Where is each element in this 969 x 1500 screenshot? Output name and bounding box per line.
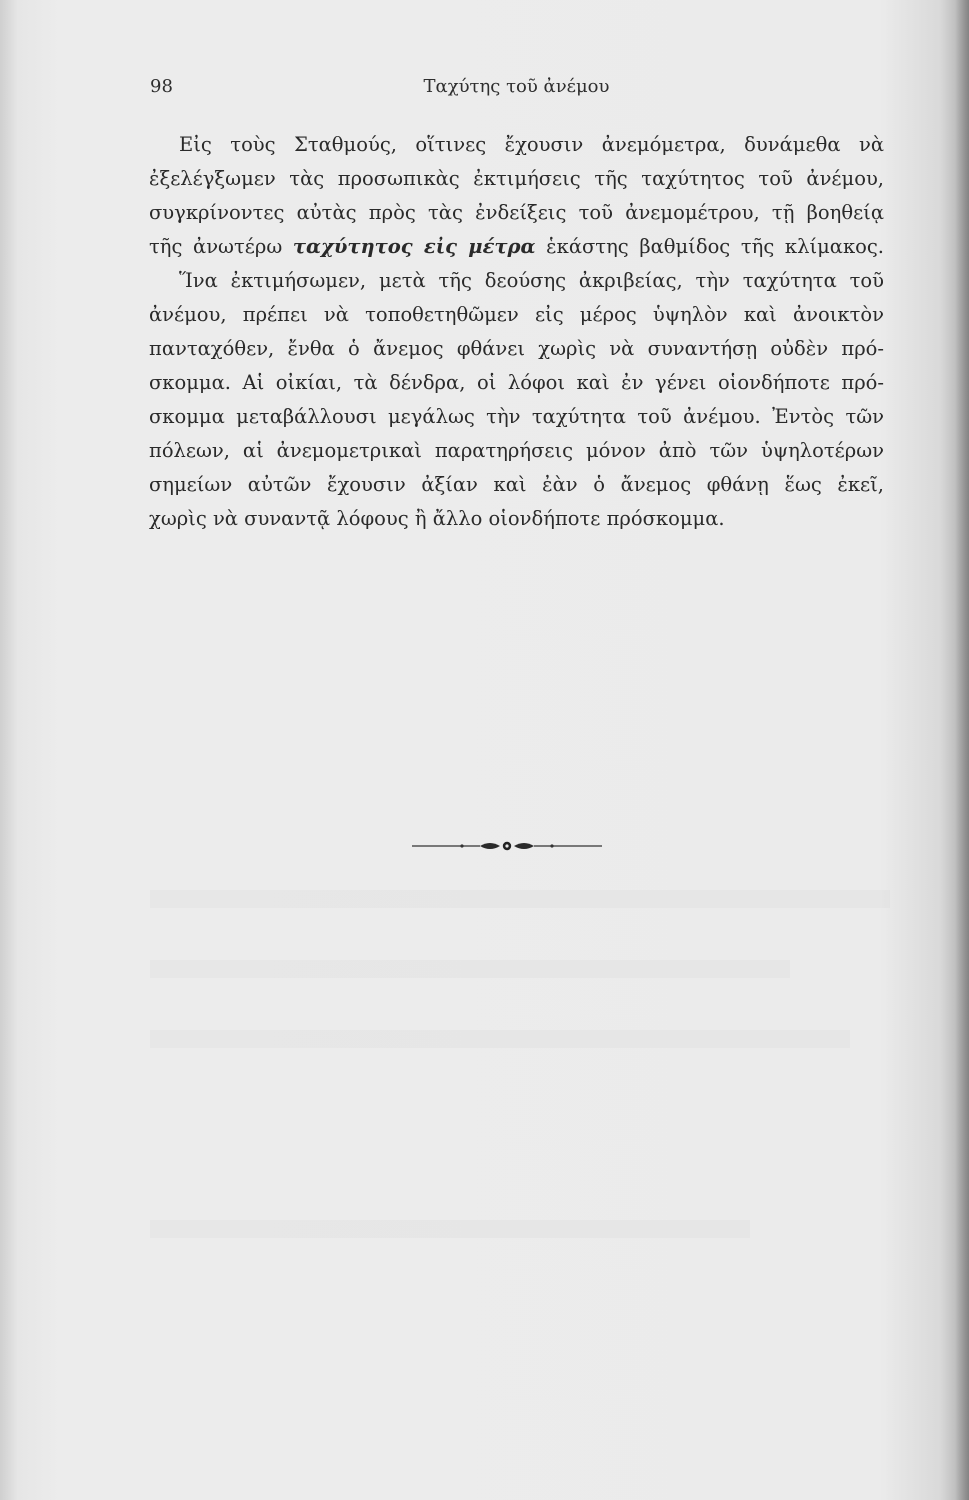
text-line: Ἵνα ἐκτιμήσωμεν, μετὰ τῆς δεούσης ἀκριβείας, τὴν ταχύτητα τοῦ	[179, 269, 884, 292]
ornament-dot	[460, 844, 463, 847]
text-line: πανταχόθεν, ἔνθα ὁ ἄνεμος φθάνει χωρὶς νὰ συναντήσῃ οὐδὲν πρό-	[149, 337, 884, 360]
ornament-dot	[550, 844, 553, 847]
show-through-band	[150, 890, 890, 908]
text-line: σκομμα μεταβάλλουσι μεγάλως τὴν ταχύτητα τοῦ ἀνέμου. Ἐντὸς τῶν	[149, 405, 884, 428]
text-line	[149, 230, 884, 264]
text-line: χωρὶς νὰ συναντᾷ λόφους ἢ ἄλλο οἱονδήποτε πρόσκομμα.	[149, 507, 725, 530]
page-edge-shadow	[955, 0, 969, 1500]
ornament-leaf-left	[480, 843, 500, 849]
text-line: πόλεων, αἱ ἀνεμομετρικαὶ παρατηρήσεις μόνον ἀπὸ τῶν ὑψηλοτέρων	[149, 439, 884, 462]
text-line: Εἰς τοὺς Σταθμούς, οἵτινες ἔχουσιν ἀνεμόμετρα, δυνάμεθα νὰ	[179, 133, 884, 156]
show-through-band	[150, 1030, 850, 1048]
show-through-band	[150, 960, 790, 978]
page-header	[150, 76, 883, 106]
ornament-center-dot	[505, 844, 508, 847]
text-line: ἀνέμου, πρέπει νὰ τοποθετηθῶμεν εἰς μέρος ὑψηλὸν καὶ ἀνοικτὸν	[149, 303, 884, 326]
text-fragment: ἑκάστης βαθμίδος τῆς κλίμακος.	[535, 235, 884, 258]
show-through-band	[150, 1220, 750, 1238]
ornament-leaf-right	[514, 843, 534, 849]
text-line: σημείων αὐτῶν ἔχουσιν ἀξίαν καὶ ἐὰν ὁ ἄνεμος φθάνῃ ἕως ἐκεῖ,	[149, 473, 884, 496]
end-ornament	[412, 836, 602, 856]
emphasized-phrase: ταχύτητος εἰς μέτρα	[292, 235, 536, 258]
body-paragraph	[149, 128, 884, 536]
text-line: σκομμα. Αἱ οἰκίαι, τὰ δένδρα, οἱ λόφοι καὶ ἐν γένει οἱονδήποτε πρό-	[149, 371, 884, 394]
page-number: 98	[150, 76, 173, 97]
running-title: Ταχύτης τοῦ ἀνέμου	[423, 76, 610, 97]
text-fragment: τῆς ἀνωτέρω	[149, 235, 293, 258]
text-line: συγκρίνοντες αὐτὰς πρὸς τὰς ἐνδείξεις τοῦ ἀνεμομέτρου, τῇ βοηθείᾳ	[149, 201, 884, 224]
text-line: ἐξελέγξωμεν τὰς προσωπικὰς ἐκτιμήσεις τῆς ταχύτητος τοῦ ἀνέμου,	[149, 167, 884, 190]
